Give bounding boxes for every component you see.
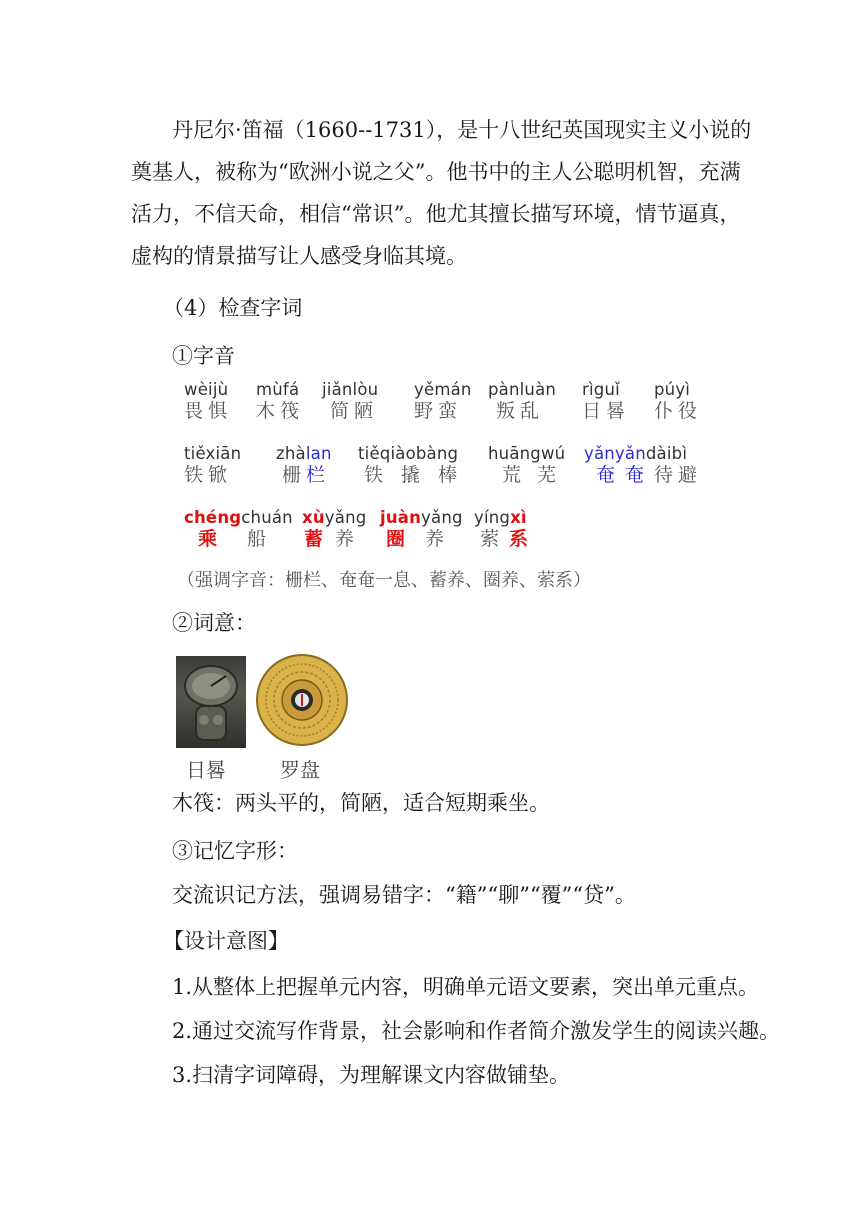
meaning-heading: ②词意： bbox=[172, 611, 256, 635]
design-point-1: 1.从整体上把握单元内容，明确单元语文要素，突出单元重点。 bbox=[172, 975, 760, 999]
word-cell: yǎnyǎndàibì 奄奄待避 bbox=[584, 444, 703, 486]
sundial-caption: 日晷 bbox=[186, 758, 226, 782]
word-cell: púyì 仆役 bbox=[654, 380, 703, 422]
word-cell: chéngchuán 乘船 bbox=[184, 508, 293, 550]
intro-line-3: 活力，不信天命，相信“常识”。他尤其擅长描写环境，情节逼真， bbox=[131, 202, 741, 226]
compass-caption: 罗盘 bbox=[280, 758, 320, 782]
raft-definition: 木筏：两头平的，简陋，适合短期乘坐。 bbox=[172, 791, 550, 815]
word-cell: yěmán 野蛮 bbox=[414, 380, 472, 422]
compass-image bbox=[256, 652, 348, 748]
design-point-2: 2.通过交流写作背景，社会影响和作者简介激发学生的阅读兴趣。 bbox=[172, 1019, 781, 1043]
word-cell: rìguǐ 日晷 bbox=[582, 380, 631, 422]
sundial-icon bbox=[176, 656, 246, 748]
design-point-3: 3.扫清字词障碍，为理解课文内容做铺垫。 bbox=[172, 1063, 571, 1087]
word-cell: yíngxì 萦系 bbox=[474, 508, 534, 550]
compass-icon bbox=[256, 652, 348, 748]
word-cell: juànyǎng 圈养 bbox=[380, 508, 463, 550]
intro-line-2: 奠基人，被称为“欧洲小说之父”。他书中的主人公聪明机智，充满 bbox=[131, 160, 741, 184]
word-cell: jiǎnlòu 简陋 bbox=[322, 380, 379, 422]
section-heading: （4）检查字词 bbox=[163, 296, 303, 320]
word-cell: wèijù 畏惧 bbox=[184, 380, 233, 422]
word-cell: tiěxiān 铁锨 bbox=[184, 444, 242, 486]
design-heading: 【设计意图】 bbox=[163, 929, 289, 953]
word-cell: pànluàn 叛乱 bbox=[488, 380, 557, 422]
intro-line-4: 虚构的情景描写让人感受身临其境。 bbox=[131, 244, 467, 268]
word-cell: zhàlan 栅栏 bbox=[276, 444, 332, 486]
memory-heading: ③记忆字形： bbox=[172, 839, 298, 863]
intro-line-1: 丹尼尔·笛福（1660--1731），是十八世纪英国现实主义小说的 bbox=[172, 118, 752, 142]
memory-text: 交流识记方法，强调易错字：“籍”“聊”“覆”“贷”。 bbox=[172, 883, 636, 907]
emphasis-note: （强调字音：栅栏、奄奄一息、蓄养、圈养、萦系） bbox=[177, 570, 591, 591]
word-cell: huāngwú 荒芜 bbox=[488, 444, 573, 486]
word-cell: mùfá 木筏 bbox=[256, 380, 305, 422]
word-cell: xùyǎng 蓄养 bbox=[302, 508, 367, 550]
word-cell: tiěqiàobàng 铁撬棒 bbox=[358, 444, 476, 486]
pronunciation-heading: ①字音 bbox=[172, 344, 235, 368]
sundial-image bbox=[176, 656, 246, 748]
